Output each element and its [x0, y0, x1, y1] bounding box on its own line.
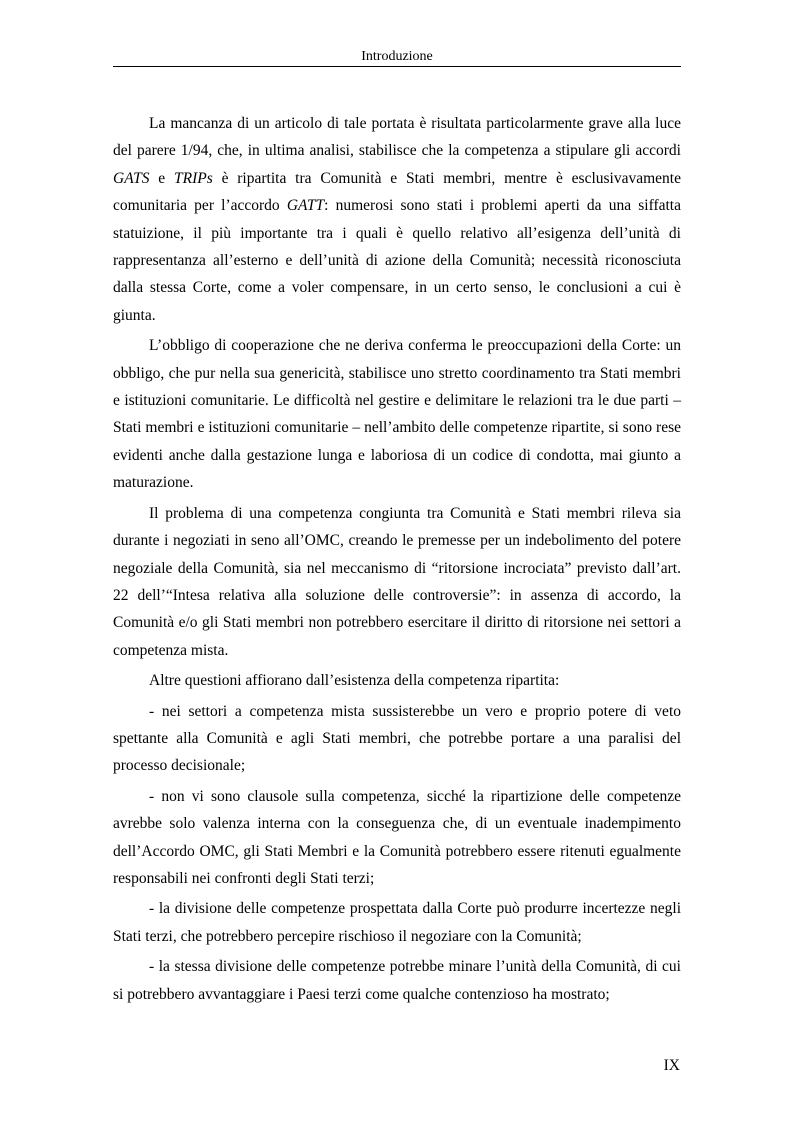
list-item: - la stessa divisione delle competenze potrebbe minare l’unità della Comunità, di cui si potrebbero avvantaggiare i Paesi terzi come qualche contenzioso ha mostrato; [113, 958, 681, 1003]
paragraph: Altre questioni affiorano dall’esistenza della competenza ripartita: [149, 672, 560, 690]
paragraph: La mancanza di un articolo di tale portata è risultata particolarmente grave alla luce del parere 1/94, che, in ultima analisi, stabilisce che la competenza a stipulare gli accordi GATS e TRIPs è ripartita tra Comunità e Stati membri, mentre è esclusivavamente comunitaria per l’accordo GATT: numerosi sono stati i problemi aperti da una siffatta statuizione, il più importante tra i quali è quello relativo all’esigenza dell’unità di rappresentanza all’esterno e dell’unità di azione della Comunità; necessità riconosciuta dalla stessa Corte, come a voler compensare, in un certo senso, le conclusioni a cui è giunta. [113, 115, 681, 324]
page-number: IX [663, 1057, 680, 1074]
paragraph: L’obbligo di cooperazione che ne deriva conferma le preoccupazioni della Corte: un obbligo, che pur nella sua genericità, stabilisce uno stretto coordinamento tra Stati membri e istituzioni comunitarie. Le difficoltà nel gestire e delimitare le relazioni tra le due parti – Stati membri e istituzioni comunitarie – nell’ambito delle competenze ripartite, si sono rese evidenti anche dalla gestazione lunga e laboriosa di un codice di condotta, mai giunto a maturazione. [113, 337, 681, 492]
running-header: Introduzione [361, 49, 433, 64]
list-item: - nei settori a competenza mista sussisterebbe un vero e proprio potere di veto spettante alla Comunità e agli Stati membri, che potrebbe portare a una paralisi del processo decisionale; [113, 702, 681, 775]
body-text [113, 110, 681, 1008]
paragraph: Il problema di una competenza congiunta tra Comunità e Stati membri rileva sia durante i negoziati in seno all’OMC, creando le premesse per un indebolimento del potere negoziale della Comunità, sia nel meccanismo di “ritorsione incrociata” previsto dall’art. 22 dell’“Intesa relativa alla soluzione delle controversie”: in assenza di accordo, la Comunità e/o gli Stati membri non potrebbero esercitare il diritto di ritorsione nei settori a competenza mista. [113, 504, 681, 659]
term-trips: TRIPs [174, 169, 213, 187]
term-gatt: GATT [286, 197, 325, 215]
list-item: - non vi sono clausole sulla competenza, sicché la ripartizione delle competenze avrebbe solo valenza interna con la conseguenza che, di un eventuale inadempimento dell’Accordo OMC, gli Stati Membri e la Comunità potrebbero essere ritenuti egualmente responsabili nei confronti degli Stati terzi; [113, 787, 681, 887]
header-rule [113, 66, 681, 67]
term-gats: GATS [113, 169, 150, 187]
list-item: - la divisione delle competenze prospettata dalla Corte può produrre incertezze negli Stati terzi, che potrebbero percepire rischioso il negoziare con la Comunità; [113, 900, 681, 945]
